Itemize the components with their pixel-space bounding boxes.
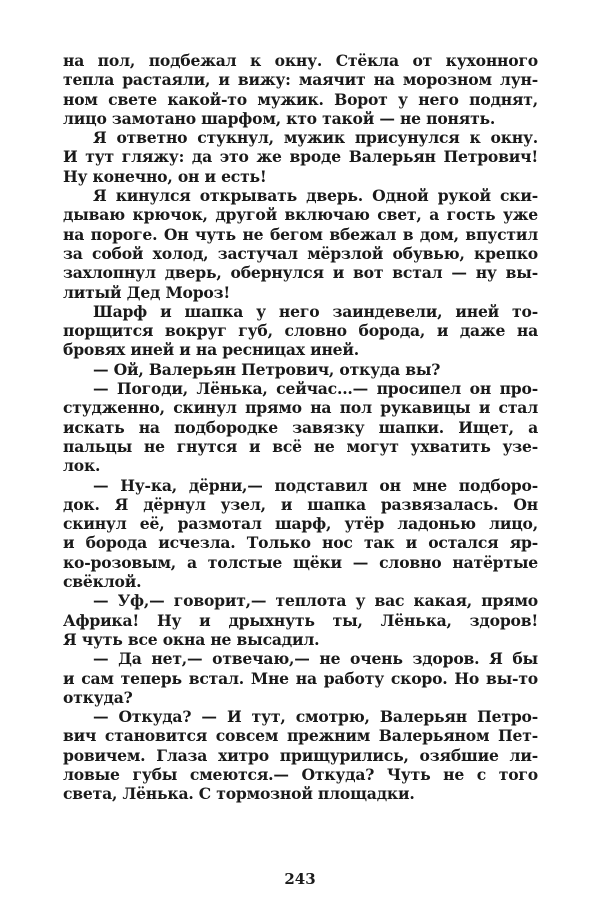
paragraph: [63, 379, 538, 475]
paragraph: [63, 128, 538, 186]
text-line: Африка! Ну и дрыхнуть ты, Лёнька, здоров!: [63, 610, 538, 630]
text-line: ровичем. Глаза хитро прищурились, озябшие ли-: [63, 745, 538, 765]
text-line: на пороге. Он чуть не бегом вбежал в дом, впустил: [63, 224, 538, 244]
text-line: и сам теперь встал. Мне на работу скоро. Но вы-то: [63, 668, 538, 688]
text-line: тепла растаяли, и вижу: маячит на морозном лун-: [63, 70, 538, 90]
text-line: лок.: [63, 456, 101, 476]
text-line: откуда?: [63, 687, 133, 707]
text-line: студженно, скинул прямо на пол рукавицы и стал: [63, 398, 538, 418]
paragraph: [63, 649, 538, 707]
text-line: Я чуть все окна не высадил.: [63, 629, 320, 649]
text-line: ном свете какой-то мужик. Ворот у него поднят,: [63, 89, 538, 109]
text-line: ко-розовым, а толстые щёки — словно натёртые: [63, 552, 538, 572]
text-line: захлопнул дверь, обернулся и вот встал — ну вы-: [63, 263, 538, 283]
text-line: лицо замотано шарфом, кто такой — не понять.: [63, 108, 496, 128]
text-line: искать на подбородке завязку шапки. Ищет, а: [63, 417, 538, 437]
text-line: пальцы не гнутся и всё не могут ухватить узе-: [63, 436, 538, 456]
text-line: — Откуда? — И тут, смотрю, Валерьян Петро-: [93, 707, 538, 727]
text-line: порщится вокруг губ, словно борода, и даже на: [63, 321, 538, 341]
text-line: вич становится совсем прежним Валерьяном Пет-: [63, 726, 538, 746]
text-line: — Да нет,— отвечаю,— не очень здоров. Я бы: [93, 649, 538, 669]
text-line: скинул её, размотал шарф, утёр ладонью лицо,: [63, 514, 538, 534]
paragraph: [63, 51, 538, 128]
text-line: ловые губы смеются.— Откуда? Чуть не с того: [63, 764, 538, 784]
paragraph: [63, 591, 538, 649]
text-line: и борода исчезла. Только нос так и остался яр-: [63, 533, 538, 553]
text-line: литый Дед Мороз!: [63, 282, 231, 302]
text-line: света, Лёнька. С тормозной площадки.: [63, 784, 415, 804]
paragraph: [63, 186, 538, 302]
text-line: на пол, подбежал к окну. Стёкла от кухонного: [63, 51, 538, 70]
paragraph: [63, 360, 538, 379]
text-line: свёклой.: [63, 572, 142, 592]
paragraph: [63, 302, 538, 360]
page-text: [63, 51, 538, 804]
text-line: Шарф и шапка у него заиндевели, иней то-: [93, 301, 538, 321]
text-line: бровях иней и на ресницах иней.: [63, 340, 359, 360]
text-line: Ну конечно, он и есть!: [63, 166, 267, 186]
paragraph: [63, 707, 538, 803]
text-line: за собой холод, застучал мёрзлой обувью, крепко: [63, 243, 538, 263]
text-line: Я ответно стукнул, мужик присунулся к окну.: [93, 128, 538, 148]
page-number: 243: [284, 870, 316, 888]
text-line: Я кинулся открывать дверь. Одной рукой ски-: [93, 186, 538, 206]
text-line: док. Я дёрнул узел, и шапка развязалась. Он: [63, 494, 538, 514]
text-line: — Ой, Валерьян Петрович, откуда вы?: [93, 359, 441, 379]
paragraph: [63, 476, 538, 592]
text-line: — Уф,— говорит,— теплота у вас какая, прямо: [93, 591, 538, 611]
text-line: — Ну-ка, дёрни,— подставил он мне подборо-: [93, 475, 538, 495]
text-line: И тут гляжу: да это же вроде Валерьян Петрович!: [63, 147, 538, 167]
text-line: дываю крючок, другой включаю свет, а гость уже: [63, 205, 538, 225]
text-line: — Погоди, Лёнька, сейчас...— просипел он про-: [93, 379, 538, 399]
